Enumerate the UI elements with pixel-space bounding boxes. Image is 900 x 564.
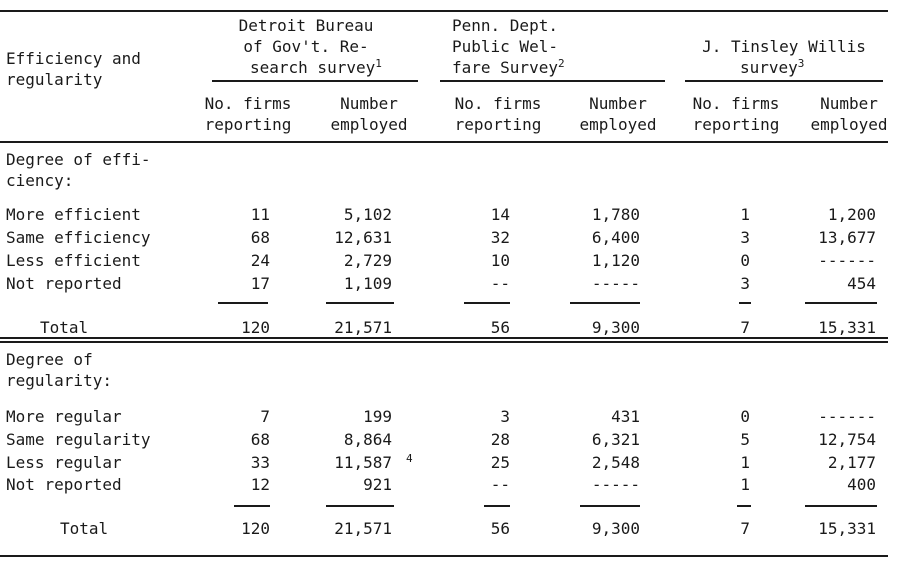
total-label: Total <box>60 519 109 538</box>
header-bottom-rule <box>0 141 888 143</box>
cell: 3 <box>740 228 750 247</box>
cell: 3 <box>740 274 750 293</box>
sum-rule <box>580 505 640 507</box>
footnote-marker-2: 2 <box>557 57 565 70</box>
group-rule-detroit <box>212 80 418 82</box>
bottom-rule <box>0 555 888 557</box>
sum-rule <box>737 505 751 507</box>
cell: 5 <box>740 430 750 449</box>
cell: 2,548 <box>591 453 640 472</box>
total-cell: 120 <box>241 519 270 538</box>
col-head-willis-employed-2: employed <box>810 115 888 134</box>
sum-rule <box>326 302 394 304</box>
cell: -- <box>490 475 510 494</box>
cell: 0 <box>740 251 750 270</box>
total-label: Total <box>40 318 89 337</box>
cell: 12,631 <box>334 228 392 247</box>
group-heading-penn-line-3: fare Survey$^2$ <box>452 57 565 77</box>
cell: 33 <box>250 453 270 472</box>
sum-rule <box>484 505 510 507</box>
col-head-penn-employed-1: Number <box>589 94 647 113</box>
sum-rule <box>805 505 877 507</box>
cell: 68 <box>250 430 270 449</box>
group-rule-penn <box>440 80 665 82</box>
cell: 1 <box>740 453 750 472</box>
cell: 12,754 <box>818 430 876 449</box>
cell: 28 <box>490 430 510 449</box>
col-head-detroit-employed-1: Number <box>340 94 398 113</box>
section-heading-regularity-1: Degree of <box>6 350 93 369</box>
section-heading-efficiency-1: Degree of effi- <box>6 150 151 169</box>
cell: ----- <box>591 475 640 494</box>
cell: ------ <box>818 251 876 270</box>
footnote-marker-1: 1 <box>375 57 382 70</box>
col-head-willis-firms-1: No. firms <box>692 94 780 113</box>
cell: 1,120 <box>591 251 640 270</box>
total-cell: 15,331 <box>818 519 876 538</box>
col-head-penn-firms-1: No. firms <box>454 94 542 113</box>
col-head-willis-firms-2: reporting <box>692 115 780 134</box>
cell: 13,677 <box>818 228 876 247</box>
group-heading-detroit-line-1: Detroit Bureau <box>238 16 374 35</box>
cell: 1,200 <box>827 205 876 224</box>
total-cell: 120 <box>241 318 270 337</box>
group-heading-penn-line-1: Penn. Dept. <box>452 16 558 35</box>
cell: 14 <box>490 205 510 224</box>
total-cell: 21,571 <box>334 519 392 538</box>
total-cell: 56 <box>490 318 510 337</box>
total-cell: 21,571 <box>334 318 392 337</box>
cell: 10 <box>490 251 510 270</box>
cell: 431 <box>611 407 640 426</box>
col-head-penn-employed-2: employed <box>579 115 657 134</box>
double-rule-top <box>0 337 888 339</box>
cell: 25 <box>490 453 510 472</box>
cell: 2,729 <box>343 251 392 270</box>
total-cell: 56 <box>490 519 510 538</box>
group-heading-willis-line-1: J. Tinsley Willis <box>702 37 866 56</box>
row-label: Less efficient <box>6 251 141 270</box>
col-head-detroit-firms-2: reporting <box>204 115 292 134</box>
cell: 32 <box>490 228 510 247</box>
cell: 17 <box>250 274 270 293</box>
footnote-marker-3: 3 <box>797 57 805 70</box>
row-label: More efficient <box>6 205 141 224</box>
col-head-willis-employed-1: Number <box>820 94 878 113</box>
cell: -- <box>490 274 510 293</box>
group-heading-penn-line-2: Public Wel- <box>452 37 558 56</box>
row-label: Less regular <box>6 453 122 472</box>
col-head-detroit-employed-2: employed <box>330 115 408 134</box>
row-label: Same efficiency <box>6 228 151 247</box>
sum-rule <box>805 302 877 304</box>
col-head-penn-firms-2: reporting <box>454 115 542 134</box>
cell: 68 <box>250 228 270 247</box>
top-rule <box>0 10 888 12</box>
row-label: Not reported <box>6 274 122 293</box>
footnote-marker-4: 4 <box>406 452 413 465</box>
group-rule-willis <box>685 80 883 82</box>
col-head-detroit-firms-1: No. firms <box>204 94 292 113</box>
cell: 2,177 <box>827 453 876 472</box>
cell: 7 <box>260 407 270 426</box>
double-rule-bottom <box>0 341 888 343</box>
total-cell: 15,331 <box>818 318 876 337</box>
sum-rule <box>464 302 510 304</box>
stub-heading-line-1: Efficiency and <box>6 49 141 68</box>
section-heading-efficiency-2: ciency: <box>6 171 74 190</box>
total-cell: 7 <box>740 519 750 538</box>
cell: 6,321 <box>591 430 640 449</box>
cell: 1 <box>740 475 750 494</box>
cell: 11,587 <box>334 453 392 472</box>
cell: 1,780 <box>591 205 640 224</box>
section-heading-regularity-2: regularity: <box>6 371 112 390</box>
cell: 11 <box>250 205 270 224</box>
cell: 24 <box>250 251 270 270</box>
cell: 1,109 <box>343 274 392 293</box>
sum-rule <box>326 505 394 507</box>
sum-rule <box>739 302 751 304</box>
group-heading-detroit-line-3: search survey$^1$ <box>250 57 382 77</box>
cell: 454 <box>847 274 876 293</box>
group-heading-detroit-line-2: of Gov't. Re- <box>243 37 369 56</box>
row-label: More regular <box>6 407 122 426</box>
cell: 921 <box>363 475 392 494</box>
cell: 199 <box>363 407 392 426</box>
cell: 1 <box>740 205 750 224</box>
stub-heading-line-2: regularity <box>6 70 103 89</box>
cell: 0 <box>740 407 750 426</box>
row-label: Same regularity <box>6 430 151 449</box>
cell: ------ <box>818 407 876 426</box>
cell: 6,400 <box>591 228 640 247</box>
cell: 5,102 <box>343 205 392 224</box>
group-heading-willis-line-2: survey$^3$ <box>740 57 805 77</box>
total-cell: 9,300 <box>591 318 640 337</box>
cell: 12 <box>250 475 270 494</box>
total-cell: 7 <box>740 318 750 337</box>
cell: 3 <box>500 407 510 426</box>
sum-rule <box>570 302 640 304</box>
sum-rule <box>218 302 268 304</box>
row-label: Not reported <box>6 475 122 494</box>
cell: 8,864 <box>343 430 392 449</box>
cell: 400 <box>847 475 876 494</box>
sum-rule <box>234 505 270 507</box>
total-cell: 9,300 <box>591 519 640 538</box>
cell: ----- <box>591 274 640 293</box>
